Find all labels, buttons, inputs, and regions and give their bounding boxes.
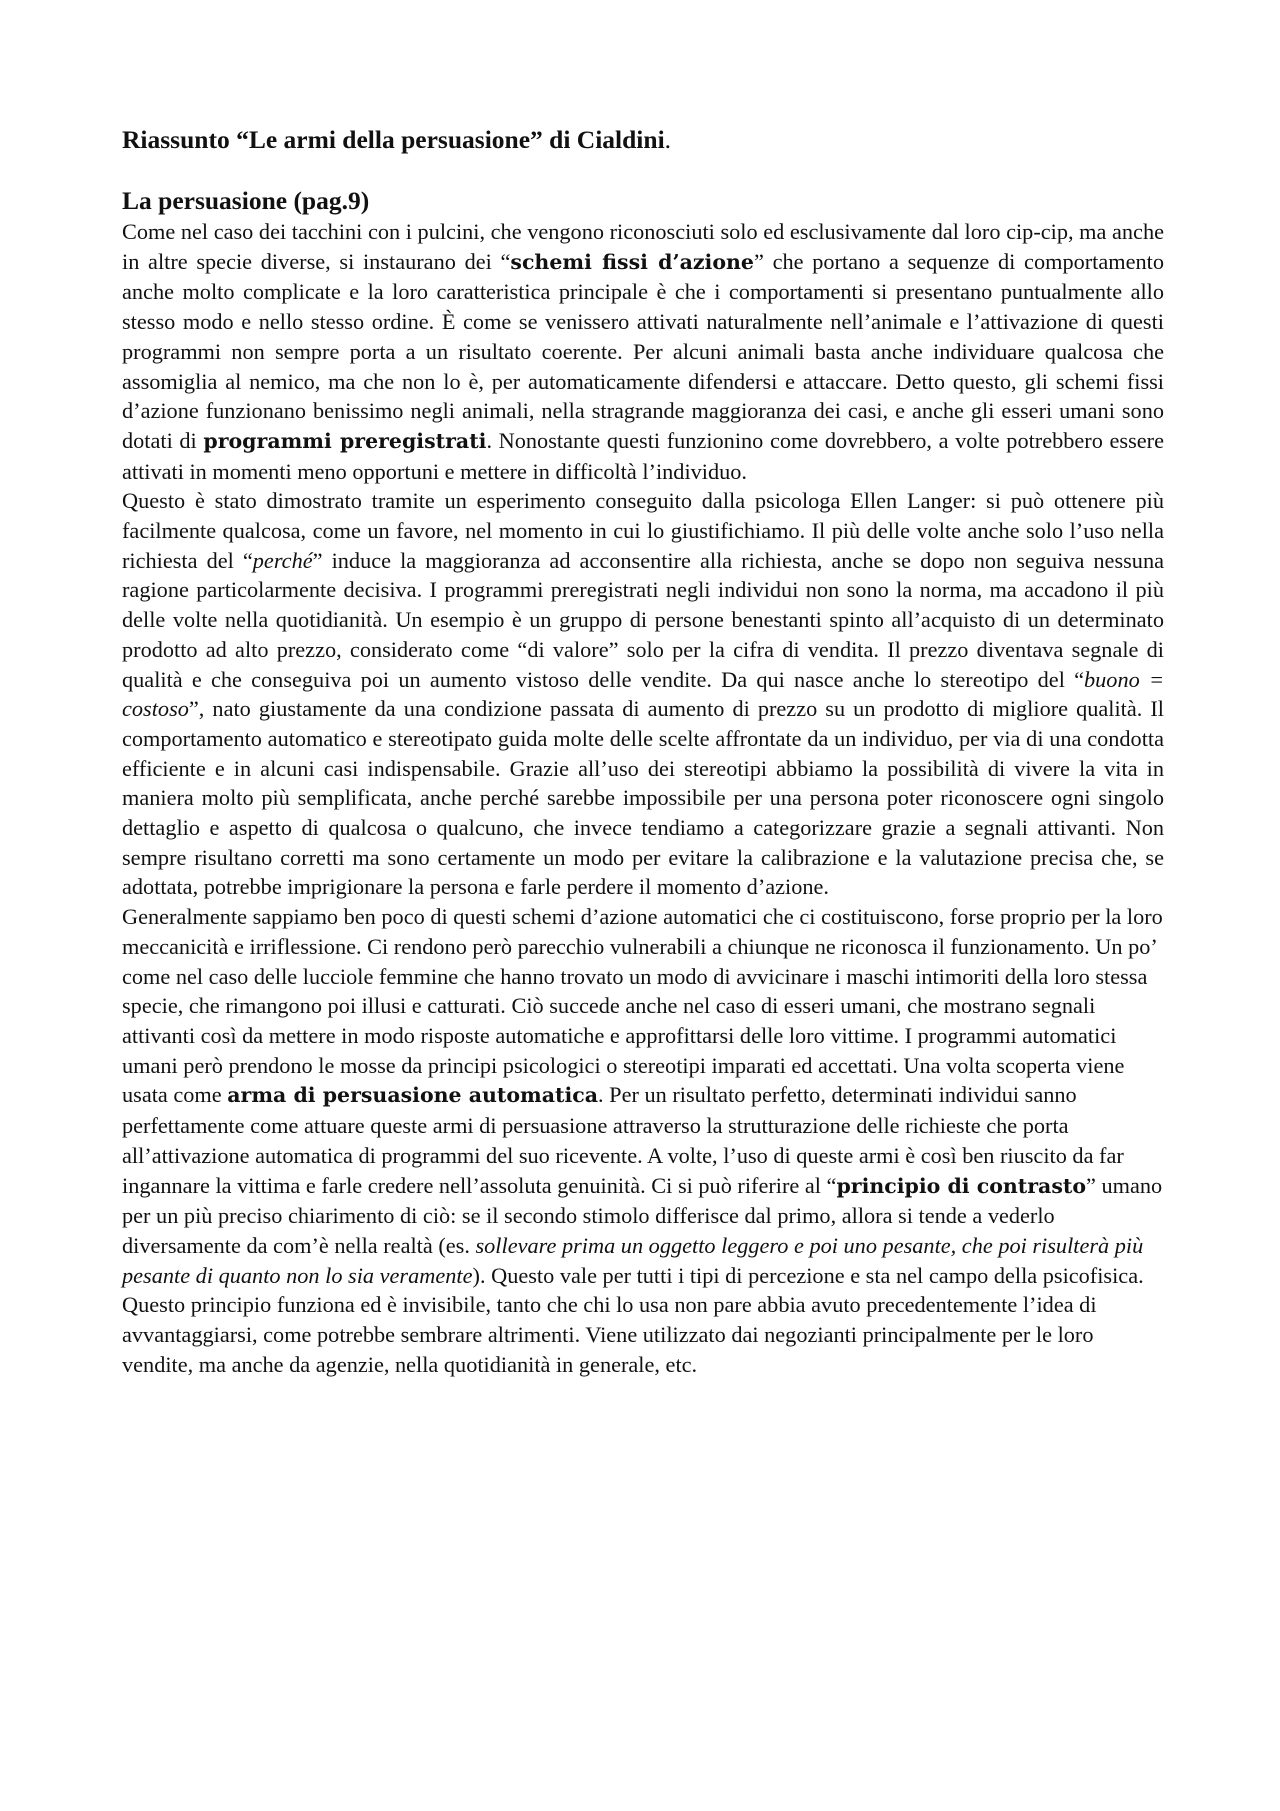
paragraph-1-bold-2: programmi preregistrati	[203, 428, 487, 453]
paragraph-1-text-1: Come nel caso dei tacchini con i pulcini, che vengono riconosciuti solo ed esclusivamente dal loro cip-cip, ma anche in altre specie diverse, si instaurano dei “	[122, 219, 1164, 274]
document-title-tail: .	[664, 125, 672, 154]
paragraph-3-bold-2: principio di contrasto	[836, 1173, 1087, 1198]
paragraph-3-text-4: ). Questo vale per tutti i tipi di percezione e sta nel campo della psicofisica. Questo principio funziona ed è invisibile, tanto che chi lo usa non pare abbia avuto precedentemente l’idea di avvantaggiarsi, come potrebbe sembrare altrimenti. Viene utilizzato dai negozianti principalmente per le loro vendite, ma anche da agenzie, nella quotidianità in generale, etc.	[122, 1262, 1144, 1377]
paragraph-2-italic-1: perché	[252, 547, 313, 573]
paragraph-2-text-2: ” induce la maggioranza ad acconsentire alla richiesta, anche se dopo non seguiva nessuna ragione particolarmente decisiva. I programmi preregistrati negli individui non sono la norma, ma accadono il più delle volte nella quotidianità. Un esempio è un gruppo di persone benestanti spinto all’acquisto di un determinato prodotto ad alto prezzo, considerato come “di valore” solo per la cifra di vendita. Il prezzo diventava segnale di qualità e che conseguiva poi un aumento vistoso delle vendite. Da qui nasce anche lo stereotipo del “	[122, 547, 1164, 692]
paragraph-2-italic-2: buono = costoso	[122, 666, 1164, 722]
paragraph-1-bold-1: schemi fissi d’azione	[510, 249, 754, 274]
paragraph-2	[122, 486, 1164, 902]
paragraph-3	[122, 902, 1164, 1379]
paragraph-3-bold-1: arma di persuasione automatica	[227, 1083, 599, 1108]
document-page	[122, 124, 1164, 1379]
paragraph-3-text-1: Generalmente sappiamo ben poco di questi schemi d’azione automatici che ci costituiscono, forse proprio per la loro meccanicità e irriflessione. Ci rendono però parecchio vulnerabili a chiunque ne riconosca il funzionamento. Un po’ come nel caso delle lucciole femmine che hanno trovato un modo di avvicinare i maschi intimoriti della loro stessa specie, che rimangono poi illusi e catturati. Ciò succede anche nel caso di esseri umani, che mostrano segnali attivanti così da mettere in modo risposte automatiche e approfittarsi delle loro vittime. I programmi automatici umani però prendono le mosse da principi psicologici o stereotipi imparati ed accettati. Una volta scoperta viene usata come	[122, 904, 1163, 1108]
paragraph-1-text-2: ” che portano a sequenze di comportamento anche molto complicate e la loro caratteristica principale è che i comportamenti si presentano puntualmente allo stesso modo e nello stesso ordine. È come se venissero attivati naturalmente nell’animale e l’attivazione di questi programmi non sempre porta a un risultato coerente. Per alcuni animali basta anche individuare qualcosa che assomiglia al nemico, ma che non lo è, per automaticamente difendersi e attaccare. Detto questo, gli schemi fissi d’azione funzionano benissimo negli animali, nella stragrande maggioranza dei casi, e anche gli esseri umani sono dotati di	[122, 248, 1164, 453]
paragraph-1	[122, 217, 1164, 486]
section-title: La persuasione (pag.9)	[122, 186, 370, 215]
document-title	[122, 124, 1164, 156]
paragraph-3-text-2: . Per un risultato perfetto, determinati individui sanno perfettamente come attuare queste armi di persuasione attraverso la strutturazione delle richieste che porta all’attivazione automatica di programmi del suo ricevente. A volte, l’uso di queste armi è così ben riuscito da far ingannare la vittima e farle credere nell’assoluta genuinità. Ci si può riferire al “	[122, 1082, 1124, 1198]
paragraph-3-text-3: ” umano per un più preciso chiarimento di ciò: se il secondo stimolo differisce dal primo, allora si tende a vederlo diversamente da com’è nella realtà (es.	[122, 1172, 1163, 1258]
document-title-text: Riassunto “Le armi della persuasione” di Cialdini	[122, 125, 665, 154]
paragraph-2-text-3: ”, nato giustamente da una condizione passata di aumento di prezzo su un prodotto di migliore qualità. Il comportamento automatico e stereotipato guida molte delle scelte affrontate da un individuo, per via di una condotta efficiente e in alcuni casi indispensabile. Grazie all’uso dei stereotipi abbiamo la possibilità di vivere la vita in maniera molto più semplificata, anche perché sarebbe impossibile per una persona poter riconoscere ogni singolo dettaglio e aspetto di qualcosa o qualcuno, che invece tendiamo a categorizzare grazie a segnali attivanti. Non sempre risultano corretti ma sono certamente un modo per evitare la calibrazione e la valutazione precisa che, se adottata, potrebbe imprigionare la persona e farle perdere il momento d’azione.	[122, 696, 1164, 900]
paragraph-2-text-1: Questo è stato dimostrato tramite un esperimento conseguito dalla psicologa Ellen Langer: si può ottenere più facilmente qualcosa, come un favore, nel momento in cui lo giustifichiamo. Il più delle volte anche solo l’uso nella richiesta del “	[122, 488, 1164, 573]
paragraph-3-italic-1: sollevare prima un oggetto leggero e poi uno pesante, che poi risulterà più pesante di quanto non lo sia veramente	[122, 1232, 1144, 1288]
paragraph-1-text-3: . Nonostante questi funzionino come dovrebbero, a volte potrebbero essere attivati in momenti meno opportuni e mettere in difficoltà l’individuo.	[122, 427, 1164, 484]
